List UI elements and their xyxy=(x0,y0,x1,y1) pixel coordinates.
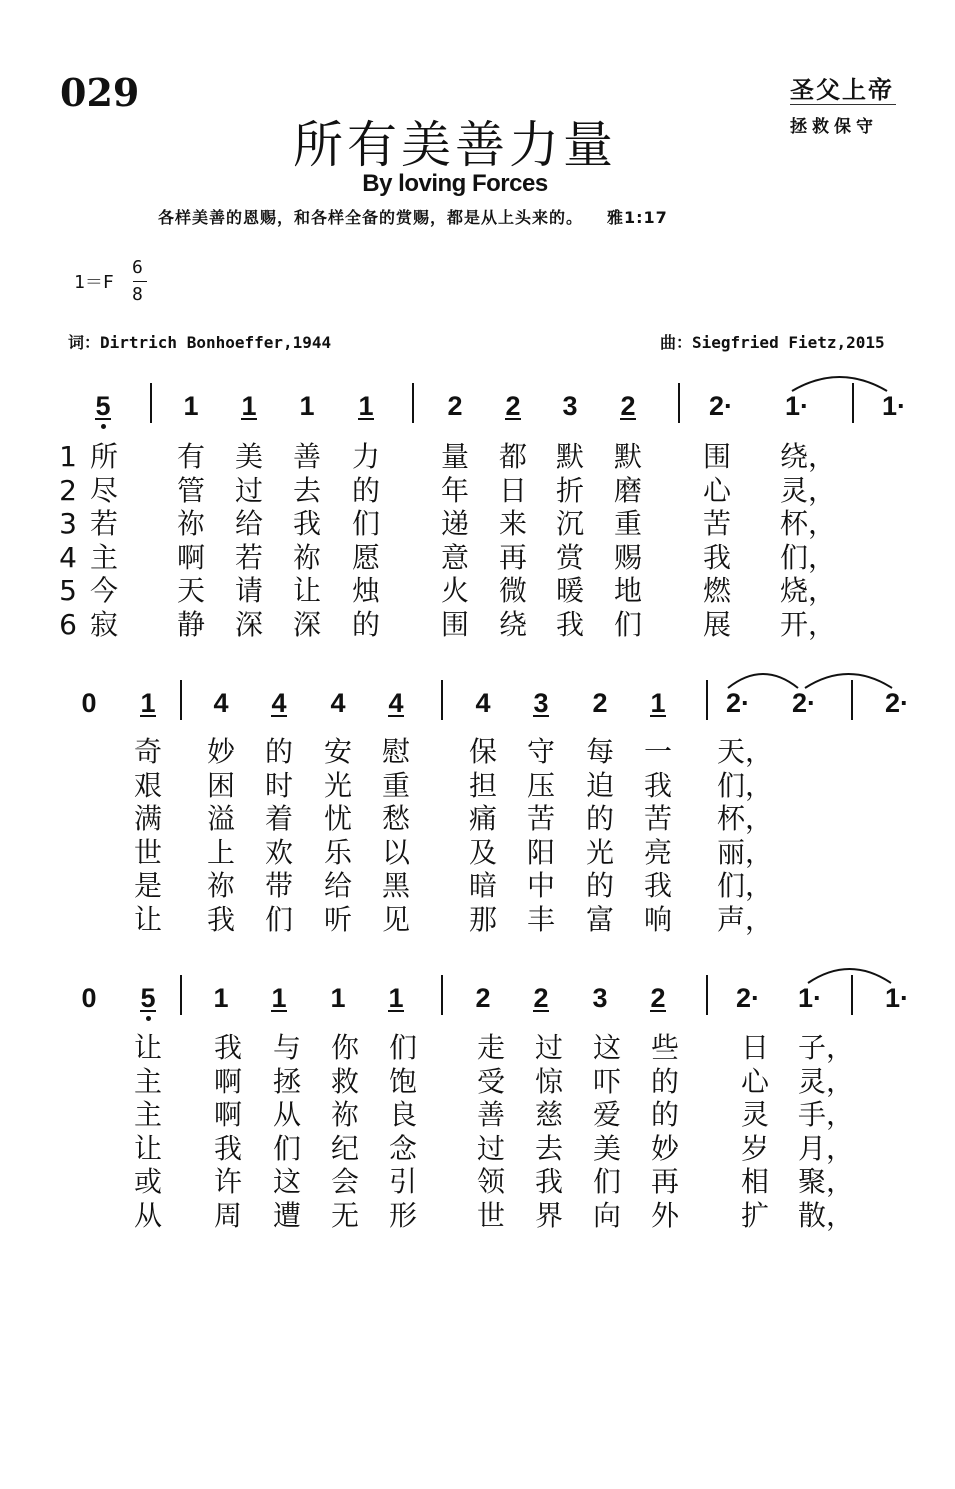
lyric-char: 月， xyxy=(798,1131,855,1165)
lyricist-credit: 词：Dirtrich Bonhoeffer,1944 xyxy=(68,333,332,352)
lyric-char: 再 xyxy=(498,540,527,574)
note: 2· xyxy=(725,688,750,718)
lyric-char: 天 xyxy=(176,574,205,607)
note: 1 xyxy=(213,983,229,1013)
lyric-char: 安 xyxy=(323,735,352,768)
lyric-char: 丽， xyxy=(717,835,774,869)
lyric-char: 带 xyxy=(264,869,293,902)
lyric-char: 那 xyxy=(468,902,497,936)
lyric-char: 拯 xyxy=(272,1064,301,1098)
lyric-char: 祢 xyxy=(176,507,205,540)
tie-arc xyxy=(806,961,893,985)
lyric-char: 些 xyxy=(650,1031,679,1064)
bar-line xyxy=(150,383,152,423)
lyric-char: 许 xyxy=(213,1165,242,1198)
lyric-char: 深 xyxy=(292,607,321,641)
note: 1 xyxy=(650,688,666,718)
composer-credit: 曲：Siegfried Fietz,2015 xyxy=(660,333,885,352)
note: 1· xyxy=(881,391,906,421)
bar-line xyxy=(412,383,414,423)
scripture-verse xyxy=(158,205,668,228)
note: 1 xyxy=(330,983,346,1013)
note: 5 xyxy=(140,983,156,1013)
lyric-char: 富 xyxy=(585,902,614,936)
note: 1 xyxy=(271,983,287,1013)
hymn-title: 所有美善力量 xyxy=(293,116,617,174)
lyric-char: 响 xyxy=(643,902,672,936)
lyric-char: 艰 xyxy=(133,768,162,802)
lyric-char: 们 xyxy=(613,607,642,641)
note: 1 xyxy=(358,391,374,421)
note: 0 xyxy=(81,983,97,1013)
lyric-char: 我 xyxy=(702,540,731,574)
lyric-char: 祢 xyxy=(206,869,235,902)
lyric-char: 慈 xyxy=(534,1098,563,1131)
lyric-char: 你 xyxy=(330,1031,359,1064)
lyric-char: 给 xyxy=(323,869,352,902)
lyric-char: 火 xyxy=(440,574,469,607)
lyric-char: 聚， xyxy=(798,1165,855,1198)
bar-line xyxy=(180,975,182,1015)
note: 4 xyxy=(271,688,287,718)
note: 4 xyxy=(330,688,346,718)
note: 1 xyxy=(299,391,315,421)
lyric-char: 来 xyxy=(498,507,527,540)
lyric-char: 美 xyxy=(234,440,263,473)
lyric-char: 微 xyxy=(498,574,527,607)
lyric-char: 都 xyxy=(498,440,527,473)
lyric-char: 善 xyxy=(476,1098,505,1131)
note: 0 xyxy=(81,688,97,718)
key-signature: 1＝F xyxy=(74,272,114,293)
lyric-char: 的 xyxy=(650,1064,679,1098)
underline-mark xyxy=(650,715,666,717)
low-octave-dot xyxy=(101,424,106,429)
lyric-char: 递 xyxy=(440,507,469,540)
lyric-char: 给 xyxy=(234,507,263,540)
lyric-char: 光 xyxy=(585,835,614,869)
lyric-char: 世 xyxy=(476,1198,505,1232)
lyric-char: 溢 xyxy=(206,802,235,835)
underline-mark xyxy=(140,715,156,717)
lyric-char: 或 xyxy=(133,1165,162,1198)
lyric-char: 领 xyxy=(476,1165,505,1198)
lyric-char: 相 xyxy=(740,1165,769,1198)
note: 2 xyxy=(475,983,491,1013)
underline-mark xyxy=(271,715,287,717)
lyric-char: 一 xyxy=(643,735,672,768)
lyric-char: 默 xyxy=(555,440,584,473)
lyric-char: 开， xyxy=(780,607,837,641)
lyric-char: 我 xyxy=(206,902,235,936)
lyric-char: 困 xyxy=(206,768,235,802)
lyric-char: 们， xyxy=(717,768,774,802)
lyric-char: 请 xyxy=(234,574,263,607)
note: 1 xyxy=(388,983,404,1013)
note: 4 xyxy=(475,688,491,718)
lyric-char: 走 xyxy=(476,1031,505,1064)
lyric-char: 暖 xyxy=(555,574,584,607)
lyric-char: 的 xyxy=(585,869,614,902)
lyric-char: 声， xyxy=(717,902,774,936)
lyric-char: 今 xyxy=(89,574,118,607)
lyric-char: 杯， xyxy=(780,507,837,540)
note: 2 xyxy=(533,983,549,1013)
lyric-char: 丰 xyxy=(526,902,555,936)
lyric-char: 欢 xyxy=(264,835,293,869)
lyric-char: 乐 xyxy=(323,835,352,869)
lyric-char: 磨 xyxy=(613,473,642,507)
lyric-char: 救 xyxy=(330,1064,359,1098)
note: 3 xyxy=(592,983,608,1013)
lyric-char: 灵 xyxy=(740,1098,769,1131)
lyric-char: 年 xyxy=(440,473,469,507)
lyric-char: 向 xyxy=(592,1198,621,1232)
verse-number: 5 xyxy=(59,574,77,607)
underline-mark xyxy=(140,1010,156,1012)
note: 1· xyxy=(884,983,909,1013)
lyric-char: 祢 xyxy=(292,540,321,574)
lyric-char: 及 xyxy=(468,835,497,869)
lyric-char: 引 xyxy=(388,1165,417,1198)
note: 1 xyxy=(140,688,156,718)
time-signature-numerator: 6 xyxy=(132,257,143,278)
note: 1· xyxy=(784,391,809,421)
lyric-char: 重 xyxy=(613,507,642,540)
lyric-char: 灵， xyxy=(798,1064,855,1098)
lyric-char: 所 xyxy=(89,440,118,473)
note: 2 xyxy=(620,391,636,421)
lyric-char: 让 xyxy=(292,574,321,607)
lyric-char: 与 xyxy=(272,1031,301,1064)
lyric-char: 量 xyxy=(440,440,469,473)
lyric-char: 愁 xyxy=(381,802,410,835)
lyric-char: 再 xyxy=(650,1165,679,1198)
lyric-char: 担 xyxy=(468,768,497,802)
underline-mark xyxy=(95,418,111,420)
underline-mark xyxy=(533,1010,549,1012)
lyric-char: 手， xyxy=(798,1098,855,1131)
bar-line xyxy=(441,975,443,1015)
lyric-char: 念 xyxy=(388,1131,417,1165)
lyric-char: 我 xyxy=(534,1165,563,1198)
lyric-char: 黑 xyxy=(381,869,410,902)
lyric-char: 们 xyxy=(388,1031,417,1064)
lyric-char: 周 xyxy=(213,1198,242,1232)
lyric-char: 的 xyxy=(264,735,293,768)
verse-number: 4 xyxy=(59,540,77,574)
bar-line xyxy=(441,680,443,720)
note: 3 xyxy=(562,391,578,421)
lyric-char: 围 xyxy=(702,440,731,473)
note: 2· xyxy=(791,688,816,718)
underline-mark xyxy=(388,1010,404,1012)
lyric-char: 天， xyxy=(717,735,774,768)
lyric-char: 绕 xyxy=(498,607,527,641)
lyric-char: 心 xyxy=(740,1064,769,1098)
lyric-char: 受 xyxy=(476,1064,505,1098)
lyric-char: 默 xyxy=(613,440,642,473)
lyric-char: 若 xyxy=(89,507,118,540)
lyric-char: 苦 xyxy=(643,802,672,835)
bar-line xyxy=(678,383,680,423)
underline-mark xyxy=(271,1010,287,1012)
lyric-char: 光 xyxy=(323,768,352,802)
lyric-char: 绕， xyxy=(780,440,837,473)
lyric-char: 沉 xyxy=(555,507,584,540)
bar-line xyxy=(180,680,182,720)
lyric-char: 界 xyxy=(534,1198,563,1232)
underline-mark xyxy=(388,715,404,717)
verse-number: 1 xyxy=(59,440,77,473)
lyric-char: 折 xyxy=(555,473,584,507)
lyric-char: 子， xyxy=(798,1031,855,1064)
lyric-char: 从 xyxy=(272,1098,301,1131)
note: 3 xyxy=(533,688,549,718)
lyric-char: 岁 xyxy=(740,1131,769,1165)
lyric-char: 纪 xyxy=(330,1131,359,1165)
lyric-char: 们， xyxy=(717,869,774,902)
lyric-char: 形 xyxy=(388,1198,417,1232)
scripture-reference: 雅1:17 xyxy=(607,208,668,227)
lyric-char: 中 xyxy=(526,869,555,902)
low-octave-dot xyxy=(146,1016,151,1021)
lyric-char: 忧 xyxy=(323,802,352,835)
lyric-char: 我 xyxy=(292,507,321,540)
lyric-char: 痛 xyxy=(468,802,497,835)
note: 2 xyxy=(592,688,608,718)
lyric-char: 日 xyxy=(740,1031,769,1064)
note: 1 xyxy=(241,391,257,421)
underline-mark xyxy=(505,418,521,420)
lyric-char: 从 xyxy=(133,1198,162,1232)
category-sub: 拯救保守 xyxy=(790,117,878,137)
lyric-char: 饱 xyxy=(388,1064,417,1098)
verse-number: 2 xyxy=(59,473,77,507)
lyric-char: 散， xyxy=(798,1198,855,1232)
lyric-char: 地 xyxy=(613,574,642,607)
lyric-char: 慰 xyxy=(381,735,410,768)
lyric-char: 重 xyxy=(381,768,410,802)
lyric-char: 灵， xyxy=(780,473,837,507)
lyric-char: 烧， xyxy=(780,574,837,607)
note: 2 xyxy=(505,391,521,421)
lyric-char: 意 xyxy=(440,540,469,574)
lyric-char: 主 xyxy=(133,1098,162,1131)
lyric-char: 保 xyxy=(468,735,497,768)
lyric-char: 让 xyxy=(133,1131,162,1165)
note: 5 xyxy=(95,391,111,421)
lyric-char: 妙 xyxy=(650,1131,679,1165)
verse-number: 3 xyxy=(59,507,77,540)
note: 1 xyxy=(183,391,199,421)
lyric-char: 的 xyxy=(351,473,380,507)
lyric-char: 尽 xyxy=(89,473,118,507)
note: 4 xyxy=(213,688,229,718)
lyric-char: 会 xyxy=(330,1165,359,1198)
lyric-char: 主 xyxy=(133,1064,162,1098)
lyric-char: 让 xyxy=(133,1031,162,1064)
note: 1· xyxy=(797,983,822,1013)
lyric-char: 我 xyxy=(213,1131,242,1165)
time-signature-line xyxy=(133,281,147,282)
lyric-char: 奇 xyxy=(133,735,162,768)
lyric-char: 去 xyxy=(534,1131,563,1165)
lyric-char: 过 xyxy=(534,1031,563,1064)
lyric-char: 暗 xyxy=(468,869,497,902)
lyric-char: 杯， xyxy=(717,802,774,835)
lyric-char: 们 xyxy=(351,507,380,540)
underline-mark xyxy=(358,418,374,420)
tie-arc xyxy=(790,369,889,393)
lyric-char: 这 xyxy=(592,1031,621,1064)
lyric-char: 见 xyxy=(381,902,410,936)
note: 2 xyxy=(447,391,463,421)
lyric-char: 我 xyxy=(643,869,672,902)
lyric-char: 愿 xyxy=(351,540,380,574)
lyric-char: 是 xyxy=(133,869,162,902)
lyric-char: 啊 xyxy=(213,1064,242,1098)
lyric-char: 让 xyxy=(133,902,162,936)
lyric-char: 我 xyxy=(643,768,672,802)
lyric-char: 听 xyxy=(323,902,352,936)
lyric-char: 迫 xyxy=(585,768,614,802)
tie-arc xyxy=(803,666,894,690)
note: 2· xyxy=(884,688,909,718)
lyric-char: 静 xyxy=(176,607,205,641)
lyric-char: 亮 xyxy=(643,835,672,869)
note: 2· xyxy=(708,391,733,421)
lyric-char: 们 xyxy=(264,902,293,936)
underline-mark xyxy=(650,1010,666,1012)
scripture-text: 各样美善的恩赐，和各样全备的赏赐，都是从上头来的。 xyxy=(158,208,584,227)
category-main: 圣父上帝 xyxy=(790,75,894,104)
lyric-char: 阳 xyxy=(526,835,555,869)
lyric-char: 遭 xyxy=(272,1198,301,1232)
lyric-char: 扩 xyxy=(740,1198,769,1232)
lyric-char: 寂 xyxy=(89,607,118,641)
lyric-char: 无 xyxy=(330,1198,359,1232)
lyric-char: 啊 xyxy=(213,1098,242,1131)
time-signature-denominator: 8 xyxy=(132,284,143,305)
lyric-char: 赏 xyxy=(555,540,584,574)
lyric-char: 上 xyxy=(206,835,235,869)
lyric-char: 的 xyxy=(650,1098,679,1131)
lyric-char: 每 xyxy=(585,735,614,768)
lyric-char: 外 xyxy=(650,1198,679,1232)
underline-mark xyxy=(241,418,257,420)
bar-line xyxy=(706,680,708,720)
lyric-char: 我 xyxy=(213,1031,242,1064)
hymn-subtitle: By loving Forces xyxy=(362,170,548,197)
lyric-char: 的 xyxy=(585,802,614,835)
note: 4 xyxy=(388,688,404,718)
lyric-char: 世 xyxy=(133,835,162,869)
lyric-char: 们 xyxy=(272,1131,301,1165)
lyric-char: 若 xyxy=(234,540,263,574)
lyric-char: 满 xyxy=(133,802,162,835)
lyric-char: 烛 xyxy=(351,574,380,607)
lyric-char: 过 xyxy=(476,1131,505,1165)
lyric-char: 以 xyxy=(381,835,410,869)
lyric-char: 心 xyxy=(702,473,731,507)
lyric-char: 善 xyxy=(292,440,321,473)
note: 2 xyxy=(650,983,666,1013)
lyric-char: 过 xyxy=(234,473,263,507)
lyric-char: 们 xyxy=(592,1165,621,1198)
lyric-char: 啊 xyxy=(176,540,205,574)
lyric-char: 时 xyxy=(264,768,293,802)
underline-mark xyxy=(533,715,549,717)
lyric-char: 祢 xyxy=(330,1098,359,1131)
bar-line xyxy=(706,975,708,1015)
lyric-char: 的 xyxy=(351,607,380,641)
underline-mark xyxy=(620,418,636,420)
lyric-char: 我 xyxy=(555,607,584,641)
lyric-char: 这 xyxy=(272,1165,301,1198)
lyric-char: 围 xyxy=(440,607,469,641)
lyric-char: 管 xyxy=(176,473,205,507)
lyric-char: 展 xyxy=(702,607,731,641)
lyric-char: 爱 xyxy=(592,1098,621,1131)
lyric-char: 良 xyxy=(388,1098,417,1131)
lyric-char: 压 xyxy=(526,768,555,802)
lyric-char: 燃 xyxy=(702,574,731,607)
lyric-char: 着 xyxy=(264,802,293,835)
lyric-char: 惊 xyxy=(534,1064,563,1098)
lyric-char: 深 xyxy=(234,607,263,641)
lyric-char: 苦 xyxy=(702,507,731,540)
lyric-char: 美 xyxy=(592,1131,621,1165)
lyric-char: 苦 xyxy=(526,802,555,835)
verse-number: 6 xyxy=(59,607,77,641)
lyric-char: 赐 xyxy=(613,540,642,574)
hymn-number: 029 xyxy=(60,70,140,115)
lyric-char: 有 xyxy=(176,440,205,473)
lyric-char: 吓 xyxy=(592,1064,621,1098)
lyric-char: 妙 xyxy=(206,735,235,768)
lyric-char: 日 xyxy=(498,473,527,507)
tie-arc xyxy=(726,666,800,690)
lyric-char: 力 xyxy=(351,440,380,473)
lyric-char: 们， xyxy=(780,540,837,574)
note: 2· xyxy=(735,983,760,1013)
lyric-char: 主 xyxy=(89,540,118,574)
lyric-char: 守 xyxy=(526,735,555,768)
lyric-char: 去 xyxy=(292,473,321,507)
